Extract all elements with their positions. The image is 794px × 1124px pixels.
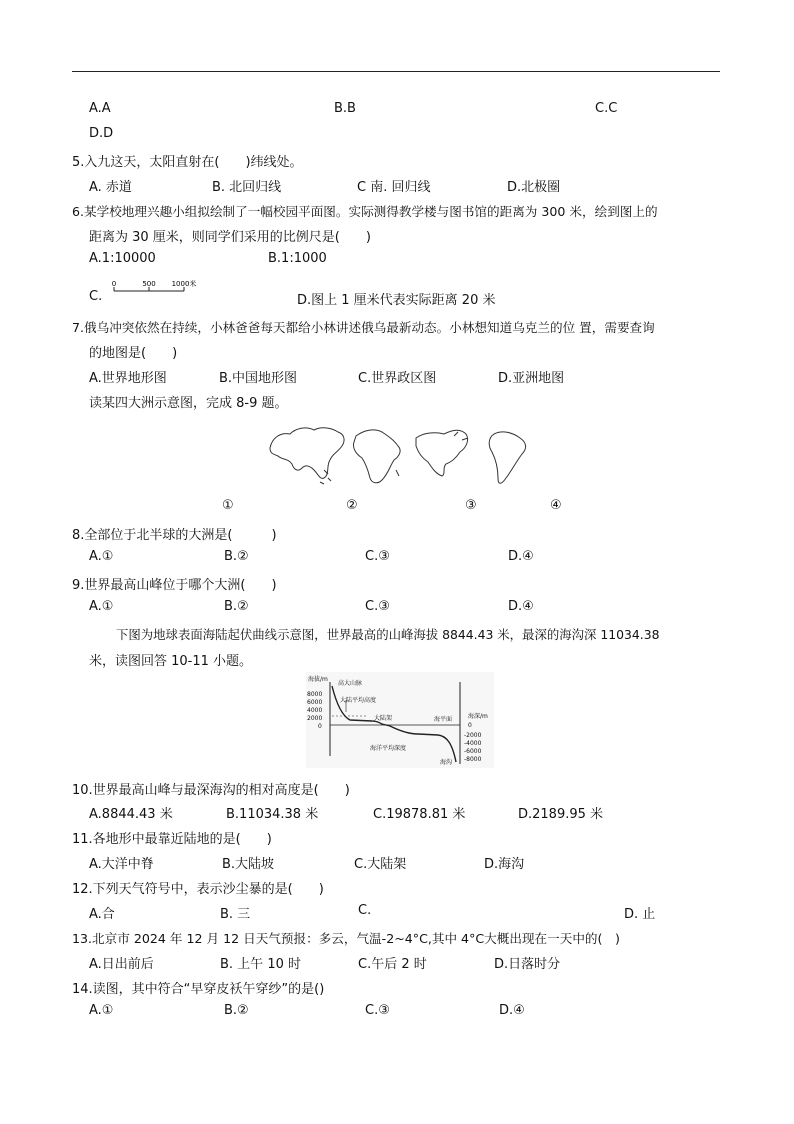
q10-option-b[interactable]: B.11034.38 米 [226,807,319,822]
continents-figure [266,418,538,490]
q13-option-c[interactable]: C.午后 2 时 [358,957,427,972]
left-axis-title: 海拔/m [308,676,328,683]
continent-label-2: ② [346,498,358,513]
label-continental-shelf: 大陆架 [374,715,393,722]
q11-option-a[interactable]: A.大洋中脊 [89,857,154,872]
q7-option-c[interactable]: C.世界政区图 [358,371,437,386]
q6-option-c[interactable]: C. [89,289,103,304]
q14-option-b[interactable]: B.② [224,1003,249,1018]
continent-south-america-outline [489,432,525,483]
label-sea-level: 海平面 [434,716,453,723]
q9-option-c[interactable]: C.③ [365,599,390,614]
q10-stem: 10.世界最高山峰与最深海沟的相对高度是( ) [72,783,350,798]
left-tick-6000: 6000 [307,699,323,706]
q9-option-b[interactable]: B.② [224,599,249,614]
q6-option-d[interactable]: D.图上 1 厘米代表实际距离 20 米 [297,293,496,308]
q9-option-d[interactable]: D.④ [508,599,534,614]
q12-option-a[interactable]: A.合 [89,907,115,922]
left-tick-4000: 4000 [307,707,323,714]
q11-option-d[interactable]: D.海沟 [484,857,525,872]
q7-option-a[interactable]: A.世界地形图 [89,371,167,386]
q13-stem: 13.北京市 2024 年 12 月 12 日天气预报：多云，气温-2~4°C,其中 4°C大概出现在一天中的( ) [72,931,620,946]
q8-option-a[interactable]: A.① [89,549,114,564]
q4-option-d[interactable]: D.D [89,126,114,141]
q12-option-c[interactable]: C. [358,903,372,918]
q11-option-c[interactable]: C.大陆架 [354,857,407,872]
q5-stem: 5.入九这天，太阳直射在( )纬线处。 [72,155,303,170]
q5-option-d[interactable]: D.北极圈 [507,180,561,195]
q13-option-d[interactable]: D.日落时分 [494,957,561,972]
q12-option-b[interactable]: B. 三 [220,907,251,922]
q5-option-c[interactable]: C 南. 回归线 [357,180,431,195]
q12-stem: 12.下列天气符号中，表示沙尘暴的是( ) [72,882,324,897]
q8-option-b[interactable]: B.② [224,549,249,564]
q14-option-c[interactable]: C.③ [365,1003,390,1018]
q13-option-a[interactable]: A.日出前后 [89,957,154,972]
right-tick-minus2000: -2000 [464,732,482,739]
q13-option-b[interactable]: B. 上午 10 时 [220,957,301,972]
continent-label-4: ④ [550,498,562,513]
q7-stem-line2: 的地图是( ) [89,346,178,361]
q4-option-a[interactable]: A.A [89,101,111,116]
q14-option-a[interactable]: A.① [89,1003,114,1018]
land-sea-profile-figure [306,672,494,768]
scale-tick-1000: 1000米 [171,280,197,288]
intro-10-11-line1: 下图为地球表面海陆起伏曲线示意图，世界最高的山峰海拔 8844.43 米，最深的海沟深 11034.38 [116,627,660,642]
q11-option-b[interactable]: B.大陆坡 [222,857,275,872]
q6-option-a[interactable]: A.1:10000 [89,251,156,266]
q4-option-c[interactable]: C.C [595,101,618,116]
label-high-mountains: 高大山脉 [338,680,363,687]
q10-option-d[interactable]: D.2189.95 米 [518,807,604,822]
q8-option-d[interactable]: D.④ [508,549,534,564]
continent-north-america-outline [416,430,468,476]
q6-stem-line2: 距离为 30 厘米，则同学们采用的比例尺是( ) [89,230,371,245]
intro-8-9: 读某四大洲示意图，完成 8-9 题。 [89,396,288,411]
q8-stem: 8.全部位于北半球的大洲是( ) [72,528,277,543]
q10-option-c[interactable]: C.19878.81 米 [373,807,466,822]
q5-option-b[interactable]: B. 北回归线 [212,180,282,195]
q7-stem-line1: 7.俄乌冲突依然在持续，小林爸爸每天都给小林讲述俄乌最新动态。小林想知道乌克兰的位 置，需要查询 [72,320,655,335]
right-axis-title: 海深/m [468,713,488,720]
label-avg-land-height: 大陆平均高度 [340,697,377,704]
q8-option-c[interactable]: C.③ [365,549,390,564]
left-tick-8000: 8000 [307,691,323,698]
q10-option-a[interactable]: A.8844.43 米 [89,807,173,822]
q7-option-b[interactable]: B.中国地形图 [219,371,298,386]
q11-stem: 11.各地形中最靠近陆地的是( ) [72,832,272,847]
intro-10-11-line2: 米，读图回答 10-11 小题。 [89,654,253,669]
q5-option-a[interactable]: A. 赤道 [89,180,132,195]
left-tick-0: 0 [318,723,322,730]
right-tick-minus6000: -6000 [464,748,482,755]
q12-option-d[interactable]: D. 止 [624,907,656,922]
q6-stem-line1: 6.某学校地理兴趣小组拟绘制了一幅校园平面图。实际测得教学楼与图书馆的距离为 300 米，绘到图上的 [72,204,658,219]
q4-option-b[interactable]: B.B [334,101,356,116]
q7-option-d[interactable]: D.亚洲地图 [498,371,565,386]
q9-stem: 9.世界最高山峰位于哪个大洲( ) [72,578,277,593]
label-avg-ocean-depth: 海洋平均深度 [370,745,407,752]
q14-stem: 14.读图，其中符合“早穿皮袄午穿纱”的是() [72,982,325,997]
header-rule [72,71,720,72]
right-tick-minus8000: -8000 [464,756,482,763]
left-tick-2000: 2000 [307,715,323,722]
label-trench: 海沟 [440,759,453,766]
scale-tick-500: 500 [142,280,156,288]
continent-label-1: ① [222,498,234,513]
q14-option-d[interactable]: D.④ [499,1003,525,1018]
right-tick-minus4000: -4000 [464,740,482,747]
scale-bar-figure [108,278,203,294]
q9-option-a[interactable]: A.① [89,599,114,614]
continent-label-3: ③ [465,498,477,513]
right-tick-0: 0 [468,722,472,729]
continent-africa-outline [353,430,400,483]
scale-tick-0: 0 [111,280,117,288]
continent-asia-outline [270,428,344,479]
q6-option-b[interactable]: B.1:1000 [268,251,327,266]
